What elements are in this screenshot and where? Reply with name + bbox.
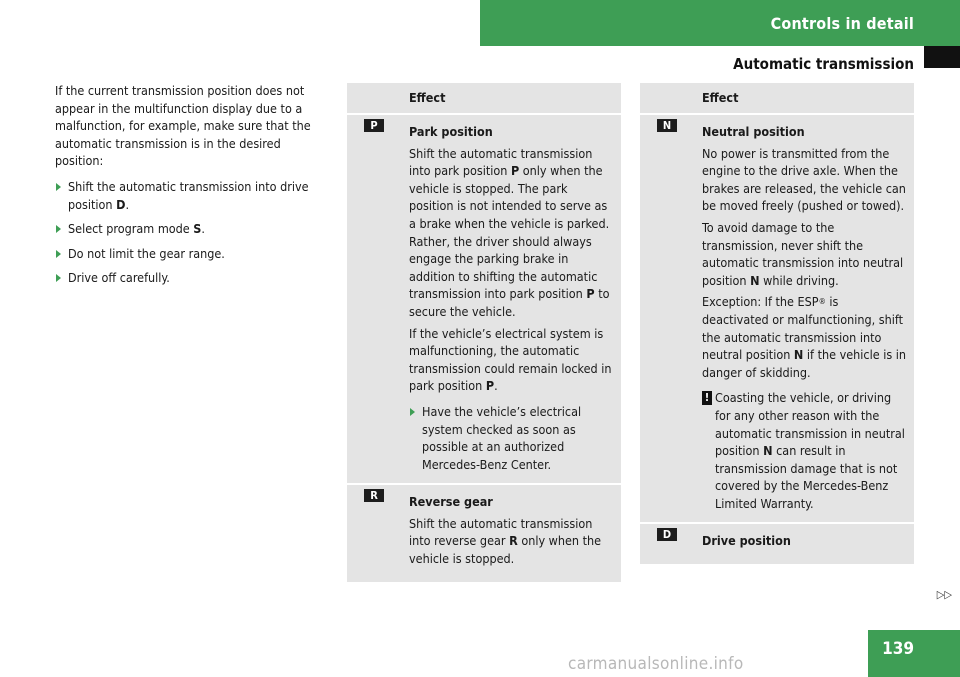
- gear-table-left: [347, 83, 621, 582]
- row-step: Have the vehicle’s electrical system checked as soon as possible at an authorized Mercedes-Benz Center.: [409, 403, 615, 473]
- intro-text: If the current transmission position does not appear in the multifunction display due to a malfunction, for example, make sure that the automatic transmission is in the desired position:: [55, 83, 311, 169]
- page-number: 139: [882, 639, 914, 659]
- drive-gear-icon: D: [657, 528, 677, 541]
- table-row: [347, 485, 621, 581]
- table-header: Effect: [694, 83, 914, 113]
- header-section-tab: [480, 0, 960, 46]
- warning-icon: !: [702, 391, 712, 405]
- page-edge-marker: [924, 46, 960, 68]
- row-text: No power is transmitted from the engine to the drive axle. When the brakes are released, the vehicle can be moved freely (pushed or towed).: [702, 145, 906, 214]
- warning-note: ! Coasting the vehicle, or driving for any other reason with the automatic transmission in neutral position N can result in transmission damage that is not covered by the Mercedes-Benz Limited Warranty.: [702, 389, 908, 512]
- row-title: Drive position: [702, 533, 791, 549]
- row-text: To avoid damage to the transmission, never shift the automatic transmission into neutral position N while driving.: [702, 219, 904, 288]
- reverse-gear-icon: R: [364, 489, 384, 502]
- row-title: Neutral position: [702, 124, 805, 139]
- row-text: Shift the automatic transmission into park position P only when the vehicle is stopped. The park position is not intended to serve as a brake when the vehicle is parked. Rather, the driver should always engage the parking brake in addition to shifting the automatic transmission into park position P to secure the vehicle.: [409, 145, 610, 319]
- row-title: Park position: [409, 124, 493, 139]
- row-title: Reverse gear: [409, 494, 493, 510]
- intro-column: [55, 82, 332, 294]
- row-text: Exception: If the ESP® is deactivated or malfunctioning, shift the automatic transmission into neutral position N if the vehicle is in danger of skidding.: [702, 294, 907, 380]
- row-text: If the vehicle’s electrical system is malfunctioning, the automatic transmission could remain locked in park position P.: [409, 325, 612, 394]
- neutral-gear-icon: N: [657, 119, 677, 132]
- table-row: [640, 524, 914, 564]
- page-subtitle: Automatic transmission: [733, 55, 914, 73]
- row-text: Shift the automatic transmission into reverse gear R only when the vehicle is stopped.: [409, 515, 602, 567]
- section-title: Controls in detail: [770, 14, 914, 33]
- gear-table-right: [640, 83, 914, 564]
- page-number-box: [868, 630, 960, 677]
- intro-step: Shift the automatic transmission into drive position D.: [55, 178, 332, 213]
- table-row: [347, 115, 621, 483]
- intro-step: Drive off carefully.: [55, 269, 332, 287]
- intro-step: Do not limit the gear range.: [55, 245, 332, 263]
- park-gear-icon: P: [364, 119, 384, 132]
- table-header: Effect: [401, 83, 621, 113]
- table-row: [640, 115, 914, 522]
- intro-step: Select program mode S.: [55, 220, 332, 238]
- continued-icon: ▷▷: [936, 588, 952, 601]
- watermark: carmanualsonline.info: [568, 654, 744, 674]
